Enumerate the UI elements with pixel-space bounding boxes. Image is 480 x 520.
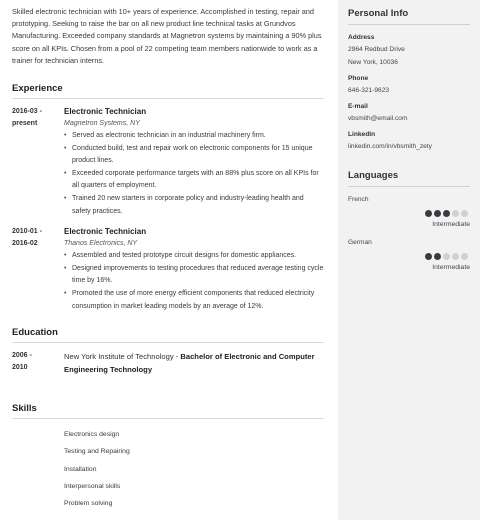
job-bullets	[64, 130, 324, 218]
language-level-text: Intermediate	[432, 221, 470, 228]
job-bullet: • Served as electronic technician in an industrial machinery firm.	[64, 130, 324, 143]
personal-info-heading: Personal Info	[348, 8, 470, 25]
job-bullet: • Exceeded corporate performance targets with an 88% plus score on all KPIs for all quarters of employment.	[64, 168, 324, 193]
address-line2: New York, 10036	[348, 59, 398, 66]
linkedin-value[interactable]: linkedin.com/in/vbsmith_zety	[348, 143, 432, 150]
education-dates	[12, 350, 64, 376]
job-bullets	[64, 250, 324, 313]
education-date-end: 2010	[12, 364, 28, 372]
job-date-end: present	[12, 120, 38, 128]
skill-item: Installation	[64, 465, 97, 473]
languages-heading: Languages	[348, 170, 470, 187]
skills-list	[12, 426, 324, 512]
skill-item: Testing and Repairing	[64, 448, 130, 456]
language-level-dots	[348, 210, 470, 217]
email-value[interactable]: vbsmith@email.com	[348, 115, 408, 122]
experience-heading: Experience	[12, 83, 324, 99]
language-level-dots	[348, 253, 470, 260]
skill-item: Interpersonal skills	[64, 482, 121, 490]
job-company: Magnetron Systems, NY	[64, 120, 140, 128]
phone-label: Phone	[348, 75, 369, 82]
job-entry	[12, 226, 324, 313]
job-company: Thanos Electronics, NY	[64, 240, 138, 248]
education-text	[64, 350, 324, 376]
level-dot-empty	[452, 253, 459, 260]
education-degree: Bachelor of Electronic and Computer Engineering Technology	[64, 352, 315, 375]
email-label: E-mail	[348, 103, 368, 110]
language-name: German	[348, 239, 372, 246]
summary-text: Skilled electronic technician with 10+ years of experience. Accomplished in testing, repair and prototyping. Seeking to raise the bar on all new product line technical tasks at Grundvos Manufacturing. Exceeded company standards at Magnetron systems by maintaining a 90% plus score on all KPIs. Chosen from a pool of 22 competing team members nationwide to work as a trainer for technician interns.	[12, 7, 322, 65]
level-dot-empty	[461, 210, 468, 217]
address-label: Address	[348, 34, 375, 41]
job-dates	[12, 226, 64, 313]
address-line1: 2964 Redbud Drive	[348, 46, 405, 53]
language-entry	[348, 238, 470, 273]
skills-heading: Skills	[12, 403, 324, 419]
education-date-start: 2006 -	[12, 352, 32, 360]
job-dates	[12, 106, 64, 218]
skill-item: Problem solving	[64, 499, 113, 507]
education-entry	[12, 350, 324, 376]
level-dot-empty	[443, 253, 450, 260]
phone-value: 646-321-9623	[348, 87, 390, 94]
language-entry	[348, 195, 470, 230]
job-bullet: • Assembled and tested prototype circuit designs for domestic appliances.	[64, 250, 324, 263]
job-bullet: • Promoted the use of more energy efficient components that reduced electricity consumption in market leading models by an average of 12%.	[64, 288, 324, 313]
level-dot-filled	[443, 210, 450, 217]
skill-item: Electronics design	[64, 431, 120, 439]
job-date-start: 2010-01 -	[12, 228, 42, 236]
level-dot-filled	[425, 253, 432, 260]
level-dot-empty	[461, 253, 468, 260]
education-school: New York Institute of Technology -	[64, 352, 181, 362]
job-title: Electronic Technician	[64, 227, 147, 237]
job-bullet: • Designed improvements to testing procedures that reduced average testing cycle time by 16%.	[64, 263, 324, 288]
job-bullet: • Trained 20 new starters in corporate policy and industry-leading health and safety practices.	[64, 193, 324, 218]
job-date-end: 2016-02	[12, 240, 38, 248]
education-heading: Education	[12, 327, 324, 343]
job-title: Electronic Technician	[64, 107, 147, 117]
job-body	[64, 226, 324, 313]
job-body	[64, 106, 324, 218]
level-dot-filled	[434, 253, 441, 260]
linkedin-label: LinkedIn	[348, 131, 376, 138]
level-dot-filled	[434, 210, 441, 217]
job-entry	[12, 106, 324, 218]
job-bullet: • Conducted build, test and repair work on electronic components for 15 unique product lines.	[64, 143, 324, 168]
language-level-text: Intermediate	[432, 264, 470, 271]
level-dot-empty	[452, 210, 459, 217]
language-name: French	[348, 196, 369, 203]
level-dot-filled	[425, 210, 432, 217]
job-date-start: 2016-03 -	[12, 108, 42, 116]
resume-sidebar	[338, 0, 480, 520]
